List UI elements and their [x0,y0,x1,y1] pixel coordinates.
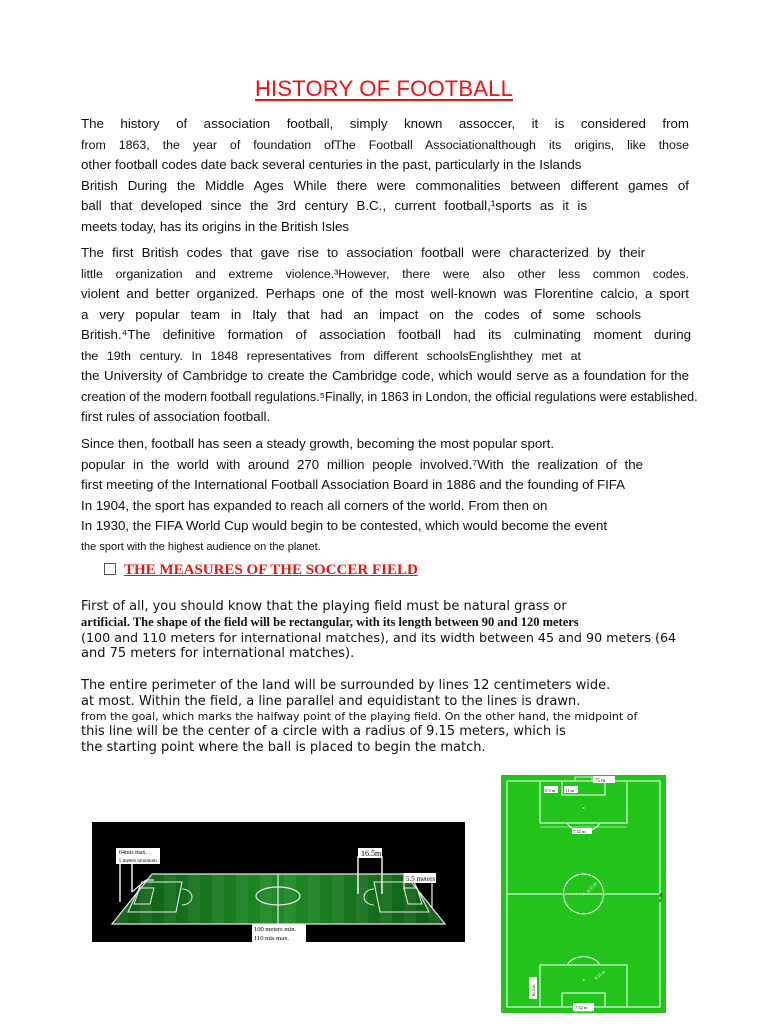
label-7-32m: 7.32 m [575,1005,588,1010]
text-line: The first British codes that gave rise to association football were characterized by their [81,245,645,260]
text-line: the 19th century. In 1848 representatives from different schoolsEnglishthey met at [81,348,581,363]
label-5-5m: 5.5 m [545,788,556,793]
label-90m: 90 m [658,893,663,903]
text-line: British During the Middle Ages While there were commonalities between different games of [81,177,689,193]
text-line: little organization and extreme violence.³However, there were also other less common codes. [81,266,689,281]
label-75m: 75 m [595,779,606,784]
text-line: at most. Within the field, a line parallel and equidistant to the lines is drawn. [81,694,581,709]
label-9-15m: 9.15 m [585,880,598,894]
text-line: first meeting of the International Football Association Board in 1886 and the founding of FIFA [81,477,626,492]
text-line: first rules of association football. [81,409,271,424]
text-line: from 1863, the year of foundation ofThe Football Associationalthough its origins, like those [81,137,689,152]
page-title: HISTORY OF FOOTBALL [254,76,514,101]
text-line: this line will be the center of a circle with a radius of 9.15 meters, which is [81,724,566,739]
text-line: a very popular team in Italy that had an impact on the codes of some schools [81,306,641,322]
text-line: In 1930, the FIFA World Cup would begin to be contested, which would become the event [81,518,608,533]
text-line: The entire perimeter of the land will be surrounded by lines 12 centimeters wide. [81,678,611,693]
text-line: the University of Cambridge to create the Cambridge code, which would serve as a foundation for the [81,368,689,383]
label-5-5-meters: 5.5 meters [406,875,436,883]
text-line: the starting point where the ball is placed to begin the match. [81,740,486,755]
paragraph-growth [81,434,689,557]
text-line: creation of the modern football regulations.⁵Finally, in 1863 in London, the official regulations were established. [81,389,698,404]
text-line: artificial. The shape of the field will be rectangular, with its length between 90 and 120 meters [81,615,579,629]
text-line: from the goal, which marks the halfway point of the playing field. On the other hand, the midpoint of [81,710,638,723]
text-line: meets today, has its origins in the British Isles [81,218,350,234]
label-16-5m: 16.5m [361,849,382,858]
paragraph-history-intro [81,114,689,237]
label-110-mts-max: 110 mts max. [254,935,289,942]
checkbox-bullet-icon [104,563,116,575]
text-line: Since then, football has seen a steady growth, becoming the most popular sport. [81,436,555,451]
paragraph-british-codes [81,243,698,428]
label-5-meters-minimum: 5 meters minimum [119,859,157,864]
text-line: British.⁴The definitive formation of association football had its culminating moment during [81,327,691,342]
text-line: In 1904, the sport has expanded to reach all corners of the world. From then on [81,497,548,513]
label-100-meters-min: 100 meters min. [254,926,297,933]
label-box-width: 7.32 m [573,829,586,834]
paragraph-field-measures [81,599,721,662]
label-11m: 11 m [565,788,574,793]
text-line: the sport with the highest audience on the planet. [81,540,321,553]
text-line: and 75 meters for international matches). [81,646,355,661]
text-line: popular in the world with around 270 million people involved.⁷With the realization of the [81,456,643,472]
label-16-5m-side: 16.5 m [531,984,536,997]
label-9-15m-bottom: 9.15 m [593,968,607,981]
text-line: other football codes date back several centuries in the past, particularly in the Islands [81,157,582,172]
text-line: The history of association football, simply known assoccer, it is considered from [81,116,689,131]
text-line: ball that developed since the 3rd century B.C., current football,¹sports as it is [81,198,587,213]
text-line: (100 and 110 meters for international matches), and its width between 45 and 90 meters (64 [81,630,677,645]
paragraph-field-lines [81,678,721,756]
label-64mts: 64mts max. [119,850,147,856]
section-heading [104,562,418,579]
top-down-field-diagram [501,775,666,1013]
text-line: First of all, you should know that the playing field must be natural grass or [81,599,567,614]
text-line: violent and better organized. Perhaps one of the most well-known was Florentine calcio, a sport [81,286,689,301]
section-heading-text: THE MEASURES OF THE SOCCER FIELD [124,562,418,578]
perspective-field-diagram [92,822,465,942]
